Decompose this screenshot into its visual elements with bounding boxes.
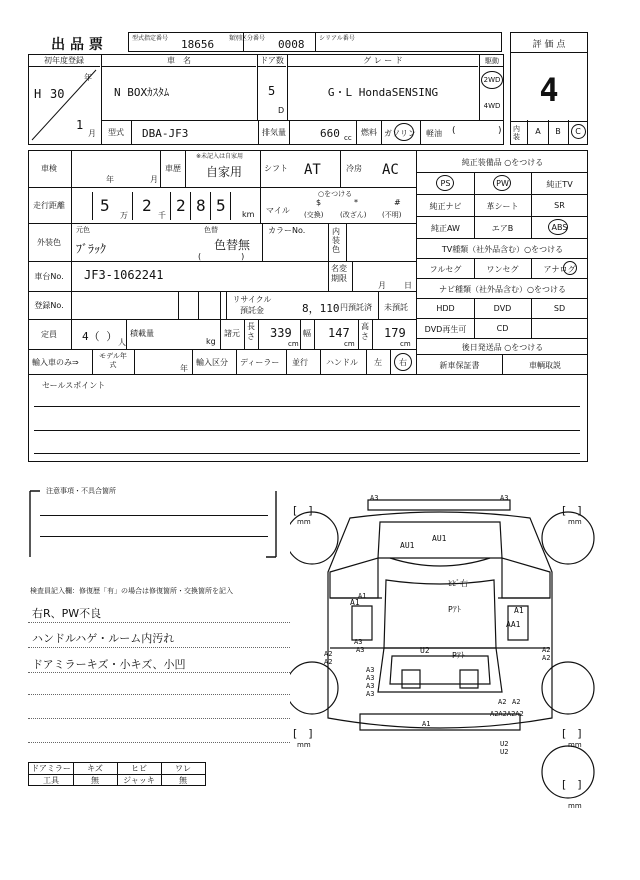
import-type-label: 輸入区分 [196, 358, 228, 367]
mileage-digit-3: 2 [176, 196, 186, 215]
registration-label: 登録No. [34, 301, 64, 310]
first-reg-year: 30 [50, 87, 65, 101]
load-unit: kg [206, 337, 216, 346]
doors-label: ドア数 [260, 56, 284, 65]
tire-bracket-fl: [ ] [293, 504, 313, 517]
equip-aw: 純正AW [431, 224, 460, 233]
inspection-label: 車検 [41, 164, 57, 173]
model-no-label: 型式指定番号 [132, 35, 169, 42]
equip-pw-circle [493, 175, 511, 191]
cooler-value: AC [382, 162, 399, 178]
odo-modified-mark: * [354, 198, 358, 207]
mark-a3-rear-d: A3 [366, 690, 375, 698]
mark-p-roof: Pｱﾄ [448, 605, 461, 614]
tv-analog-circle [563, 261, 577, 275]
score-label: 評 価 点 [532, 40, 566, 50]
equip-leather: 革シート [486, 202, 519, 211]
tire-bracket-spare: [ ] [562, 778, 582, 791]
first-reg-label: 初年度登録 [44, 56, 84, 65]
note-line-2: ハンドルハゲ・ルーム内汚れ [32, 632, 175, 645]
mark-u2-rear-b: U2 [500, 748, 509, 756]
first-reg-month-unit: 月 [88, 129, 96, 138]
grade-value: G・L HondaSENSING [327, 86, 439, 99]
mark-windshield-crack: ﾋﾋﾞ右 [448, 579, 468, 588]
model-no-value: 18656 [181, 38, 215, 51]
repaint-paren: ( ) [198, 252, 245, 261]
sales-label: セールスポイント [42, 381, 106, 390]
original-color-value: ﾌﾞﾗｯｸ [76, 242, 107, 256]
legend-mirror: ドアミラー [31, 764, 71, 773]
tv-title: TV種類（社外品含む）○をつける [441, 245, 564, 254]
recycle-value: 8，110 [302, 302, 340, 315]
mark-a1-left-a: A1 [350, 598, 360, 607]
later-warranty: 新車保証書 [439, 361, 480, 370]
mark-a1-rear: A1 [422, 720, 431, 728]
mark-a3-rear-a: A3 [366, 666, 375, 674]
import-label: 輸入車のみ⇒ [32, 358, 79, 367]
length-label: 長さ [247, 322, 255, 341]
mark-p-rear: Pｱﾄ [452, 651, 465, 660]
equip-ps-circle [436, 175, 454, 191]
legend-jack-value: 無 [179, 776, 187, 785]
sales-line-1 [34, 406, 580, 407]
mark-a3-front-right: A3 [500, 494, 509, 502]
history-label: 車歴 [165, 164, 181, 173]
legend-jack: ジャッキ [123, 776, 155, 785]
category-box [226, 32, 316, 52]
interior-label: 内装 [513, 125, 520, 141]
car-name-label: 車 名 [167, 56, 191, 65]
equip-sr: SR [554, 201, 565, 210]
tire-mm-spare: mm [568, 802, 582, 810]
repaint-value: 色替無 [214, 238, 251, 252]
navi-hdd: HDD [436, 304, 455, 313]
dims-label: 諸元 [224, 329, 240, 338]
equip-abs: ABS [551, 223, 568, 232]
legend-break: ワレ [175, 764, 191, 773]
length-value: 339 [270, 326, 292, 340]
mark-a2-rear-right-a: A2 [498, 698, 507, 706]
history-value: 自家用 [206, 165, 243, 179]
serial-box [316, 32, 502, 52]
recycle-label: リサイクル預託金 [232, 295, 272, 315]
odo-circle-note: ○をつける [318, 190, 353, 198]
first-reg-month: 1 [76, 118, 84, 132]
width-unit: cm [344, 340, 355, 348]
fuel-diesel: 軽油 [426, 129, 442, 138]
tire-mm-rl: mm [297, 741, 311, 749]
mark-au1-a: AU1 [400, 541, 415, 550]
equip-abs-circle [548, 219, 568, 235]
serial-label: シリアル番号 [319, 35, 355, 42]
sheet-title: 出 品 票 [51, 37, 103, 53]
tire-mm-rr: mm [568, 741, 582, 749]
tire-mm-fr: mm [568, 518, 582, 526]
odo-exchange-label: (交換) [304, 211, 324, 219]
drive-2wd-circle [481, 71, 503, 89]
notes-bracket [28, 488, 278, 560]
inspection-year: 年 [106, 175, 114, 184]
recycle-unit: 円預託済 [340, 303, 372, 312]
legend-tools: 工具 [43, 776, 59, 785]
displacement-unit: cc [344, 134, 352, 142]
mark-aa1-right: AA1 [506, 620, 521, 629]
header-title-box [28, 32, 126, 54]
mileage-sen: 千 [158, 211, 166, 220]
equip-navi: 純正ナビ [429, 202, 462, 211]
interior-color-label: 内装色 [332, 227, 340, 254]
drive-4wd: 4WD [483, 102, 501, 110]
handle-left: 左 [374, 358, 382, 367]
mileage-man: 万 [120, 211, 128, 220]
mileage-digit-1: 5 [100, 196, 110, 215]
doors-suffix: D [278, 106, 285, 115]
category-label: 類別区分番号 [229, 35, 266, 42]
original-color-label: 元色 [76, 226, 90, 234]
category-value: 0008 [278, 38, 305, 51]
interior-c: C [575, 127, 581, 136]
first-reg-era: H [34, 87, 42, 101]
navi-dvd-play: DVD再生可 [424, 325, 467, 334]
note-line-3: ドアミラーキズ・小キズ、小凹 [32, 658, 186, 671]
tv-fullseg: フルセグ [429, 265, 462, 274]
navi-cd: CD [496, 324, 509, 333]
sales-line-3 [34, 453, 580, 454]
legend-scratch: キズ [87, 764, 103, 773]
width-value: 147 [328, 326, 350, 340]
navi-dvd: DVD [493, 304, 512, 313]
transfer-label: 名変期限 [331, 264, 347, 283]
tire-bracket-rl: [ ] [293, 727, 313, 740]
mileage-digit-5: 5 [216, 196, 226, 215]
repaint-label: 色替 [204, 226, 218, 234]
capacity-value: 4（ ） [82, 330, 118, 343]
tire-bracket-fr: [ ] [562, 504, 582, 517]
handle-right-circle [394, 353, 412, 371]
mark-a1-left-b: A1 [358, 592, 367, 600]
mark-au1-b: AU1 [432, 534, 447, 543]
shift-label: シフト [264, 164, 288, 173]
import-dealer: ディーラー [240, 358, 280, 367]
mark-a2-rear-right-b: A2 [512, 698, 521, 706]
fuel-label: 燃料 [361, 128, 377, 137]
doors-value: 5 [268, 84, 276, 98]
capacity-unit: 人 [118, 338, 126, 347]
interior-b: B [555, 127, 561, 136]
mark-a2-left-b: A2 [324, 658, 333, 666]
import-parallel: 並行 [292, 358, 308, 367]
first-reg-year-unit: 年 [84, 73, 92, 82]
mark-u2-rear-a: U2 [500, 740, 509, 748]
equip-title: 純正装備品 ○をつける [461, 158, 544, 167]
model-year-unit: 年 [180, 364, 188, 373]
displacement-label: 排気量 [262, 128, 286, 137]
navi-sd: SD [553, 304, 566, 313]
legend-table [28, 762, 206, 786]
mile-label: マイル [266, 206, 290, 215]
odo-modified-label: (改ざん) [340, 211, 367, 219]
legend-crack: ヒビ [131, 764, 147, 773]
fuel-gasoline-circle [394, 123, 414, 141]
chassis-label: 車台No. [34, 272, 64, 281]
handle-label: ハンドル [326, 358, 358, 367]
shift-value: AT [304, 162, 321, 178]
mileage-km: km [242, 210, 255, 219]
color-no-label: カラーNo. [268, 226, 306, 235]
exterior-label: 外装色 [37, 238, 61, 247]
height-label: 高さ [361, 322, 369, 341]
car-name-value: N BOXｶｽﾀﾑ [114, 86, 170, 99]
length-unit: cm [288, 340, 299, 348]
drive-2wd: 2WD [483, 76, 501, 84]
tv-analog: アナログ [543, 265, 576, 274]
fuel-paren-close: ) [498, 126, 502, 136]
grade-label: グ レ ー ド [363, 56, 403, 65]
model-year-label: モデル年式 [99, 352, 127, 369]
later-manual: 車輌取説 [529, 361, 561, 370]
tire-mm-fl: mm [297, 518, 311, 526]
type-value: DBA-JF3 [142, 127, 189, 140]
displacement-value: 660 [320, 127, 340, 140]
later-title: 後日発送品 ○をつける [461, 343, 544, 352]
mark-a2-rear-strip: A2A2A2A2 [490, 710, 524, 718]
mark-a3-left-door: A3 [354, 638, 363, 646]
mileage-digit-2: 2 [142, 196, 152, 215]
inspection-month: 月 [150, 175, 158, 184]
chassis-value: JF3-1062241 [84, 268, 164, 282]
equip-tv: 純正TV [546, 180, 573, 189]
note-line-1: 右R、PW不良 [32, 607, 102, 620]
mark-u2-center: U2 [420, 646, 430, 655]
interior-c-circle [571, 124, 586, 139]
odo-unknown-mark: # [394, 198, 401, 207]
recycle-unpaid: 未預託 [384, 303, 408, 312]
width-label: 幅 [303, 329, 311, 338]
mark-a3-front-left: A3 [370, 494, 379, 502]
mark-a3-left-door-b: A3 [356, 646, 365, 654]
navi-title: ナビ種類（社外品含む）○をつける [439, 285, 566, 294]
mark-a3-rear-b: A3 [366, 674, 375, 682]
handle-right: 右 [399, 358, 407, 367]
drive-label: 駆動 [485, 57, 499, 65]
inspector-label: 検査員記入欄：修復歴「有」の場合は修復箇所・交換箇所を記入 [30, 587, 233, 595]
odo-exchange-mark: $ [316, 198, 322, 207]
height-value: 179 [384, 326, 406, 340]
type-label: 型式 [108, 128, 124, 137]
mark-a2-left-a: A2 [324, 650, 333, 658]
fuel-gasoline: ガソリン [384, 129, 416, 138]
sales-line-2 [34, 430, 580, 431]
score-value: 4 [539, 71, 559, 109]
transfer-month: 月 [378, 281, 386, 290]
mileage-digit-4: 8 [196, 196, 206, 215]
mark-a2-right-a: A2 [542, 646, 551, 654]
fuel-paren-open: ( [452, 126, 456, 136]
mileage-label: 走行距離 [33, 201, 65, 210]
mark-a3-rear-c: A3 [366, 682, 375, 690]
mark-a1-right: A1 [514, 606, 524, 615]
cooler-label: 冷房 [346, 164, 362, 173]
transfer-day: 日 [404, 281, 412, 290]
odo-unknown-label: (不明) [382, 211, 402, 219]
capacity-label: 定員 [41, 330, 57, 339]
equip-ps: PS [440, 179, 451, 188]
interior-a: A [535, 127, 541, 136]
tv-oneseg: ワンセグ [486, 265, 519, 274]
tire-bracket-rr: [ ] [562, 727, 582, 740]
history-note: ※未記入は自家用 [196, 153, 244, 160]
notes-label: 注意事項・不具合箇所 [46, 487, 116, 495]
mark-a2-right-b: A2 [542, 654, 551, 662]
height-unit: cm [400, 340, 411, 348]
equip-airbag: エアB [491, 224, 514, 233]
load-label: 積載量 [130, 329, 154, 338]
equip-pw: PW [496, 179, 509, 188]
legend-tools-value: 無 [91, 776, 99, 785]
